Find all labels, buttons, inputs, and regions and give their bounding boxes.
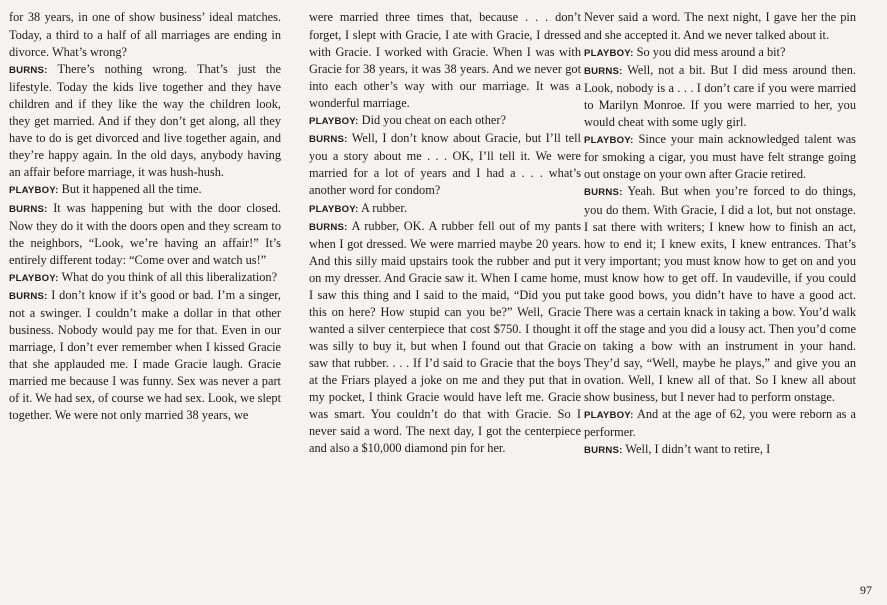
paragraph-text: were married three times that, because . . . don’t forget, I slept with Gracie, I ate with Gracie, I dressed with Gracie. I worked with Gracie. When I was with Gracie for 38 years, it was 38 years. And we never got into each other’s way with our marriage. It was a wonderful marriage. [309, 10, 581, 111]
speaker-label: BURNS: [584, 187, 623, 199]
paragraph-text: Since your main acknowledged talent was for smoking a cigar, you must have felt strange going out onstage on your own after Gracie retired. [584, 132, 856, 182]
text-column-2 [309, 9, 581, 457]
paragraph-text: And at the age of 62, you were reborn as a performer. [584, 407, 857, 440]
paragraph [584, 406, 856, 441]
paragraph [309, 130, 581, 199]
paragraph-text: It was happening but with the door closed. Now they do it with the doors open and they scream to the neighbors, “Look, we’re having an affair!” It’s entirely different today: “Come over and watch us!” [9, 200, 281, 267]
speaker-label: PLAYBOY: [9, 185, 59, 197]
page-number: 97 [860, 583, 872, 597]
text-column-3 [584, 9, 856, 459]
paragraph-text: Yeah. But when you’re forced to do things, you do them. With Gracie, I did a lot, but not onstage. I sat there with writers; I knew how to finish an act, how to end it; I knew exits, I knew entrances. That’s very important; you must know how to get on and you must know how to get off. In vaudeville, if you could take good bows, you didn’t have to have a good act. There was a certain knack in taking a bow. You’d walk off the stage and you did a lousy act. Then you’d come on taking a bow with an instrument in your hand. They’d say, “Well, maybe he plays,” and give you an ovation. Well, I knew all of that. So I knew all about show business, but I never had to perform onstage. [584, 184, 856, 405]
paragraph [9, 200, 281, 269]
paragraph [584, 183, 856, 406]
speaker-label: BURNS: [584, 445, 623, 457]
paragraph [9, 269, 281, 287]
paragraph [309, 200, 581, 218]
speaker-label: PLAYBOY: [584, 48, 634, 60]
paragraph [9, 61, 281, 181]
speaker-label: BURNS: [9, 290, 48, 302]
paragraph [584, 441, 856, 459]
paragraph [9, 181, 281, 199]
speaker-label: BURNS: [9, 203, 48, 215]
paragraph [309, 9, 581, 112]
speaker-label: PLAYBOY: [584, 410, 634, 422]
paragraph [9, 287, 281, 424]
paragraph [584, 131, 856, 183]
speaker-label: BURNS: [584, 66, 623, 78]
paragraph [584, 44, 856, 62]
speaker-label: BURNS: [309, 134, 348, 146]
paragraph [309, 112, 581, 130]
paragraph [584, 9, 856, 44]
paragraph-text: I don’t know if it’s good or bad. I’m a singer, not a swinger. I couldn’t make a dollar in that other business. Nobody would pay me for that. Even in our marriage, I don’t ever remember when I kissed Gracie that she applauded me. I made Gracie laugh. Gracie married me because I was funny. Sex was never a part of it. We had sex, of course we had sex. Look, we slept together. We were not only married 38 years, we [9, 287, 281, 423]
paragraph-text: Well, I didn’t want to retire, I [625, 442, 771, 457]
paragraph-text: Well, not a bit. But I did mess around then. Look, nobody is a . . . I don’t care if you were married to Marilyn Monroe. If you were married to her, you would cheat with some ugly girl. [584, 63, 856, 130]
paragraph-text: A rubber, OK. A rubber fell out of my pants when I got dressed. We were married maybe 20 years. And this silly maid upstairs took the rubber and put it on my dresser. And Gracie saw it. When I came home, I saw this thing and I said to the maid, “Did you put this on here? How stupid can you be?” Well, Gracie wanted a silver centerpiece that cost $750. I thought it was silly to buy it, but when I found out that Gracie saw that rubber. . . . If I’d said to Gracie that the boys at the Friars played a joke on me and they put that in my pocket, I think Gracie would have left me. Gracie was smart. You couldn’t do that with Gracie. So I never said a word. The next day, I got the centerpiece and also a $10,000 diamond pin for her. [309, 218, 582, 456]
paragraph [309, 218, 581, 458]
paragraph [9, 9, 281, 61]
speaker-label: PLAYBOY: [9, 272, 59, 284]
speaker-label: PLAYBOY: [309, 203, 359, 215]
text-column-1 [9, 9, 281, 424]
paragraph-text: There’s nothing wrong. That’s just the lifestyle. Today the kids live together and they have children and if they like the way the children look, they get married. And if they don’t get along, all they have to do is get divorced and live together again, and they’re happy again. In the old days, anybody having an affair before marriage, it was hush-hush. [9, 62, 281, 180]
paragraph-text: A rubber. [360, 200, 407, 215]
paragraph-text: Well, I don’t know about Gracie, but I’ll tell you a story about me . . . OK, I’ll tell it. We were married for a lot of years and I had a . . . what’s another word for condom? [309, 131, 581, 198]
paragraph-text: Did you cheat on each other? [361, 113, 506, 128]
paragraph-text: Never said a word. The next night, I gave her the pin and she accepted it. And we never talked about it. [584, 10, 856, 43]
paragraph-text: But it happened all the time. [61, 182, 202, 197]
paragraph-text: What do you think of all this liberalization? [61, 269, 278, 284]
speaker-label: PLAYBOY: [584, 135, 634, 147]
paragraph [584, 62, 856, 131]
speaker-label: PLAYBOY: [309, 116, 359, 128]
speaker-label: BURNS: [9, 65, 48, 77]
speaker-label: BURNS: [309, 221, 348, 233]
paragraph-text: So you did mess around a bit? [636, 45, 786, 60]
paragraph-text: for 38 years, in one of show business’ ideal matches. Today, a third to a half of all marriages are ending in divorce. What’s wrong? [9, 10, 281, 60]
